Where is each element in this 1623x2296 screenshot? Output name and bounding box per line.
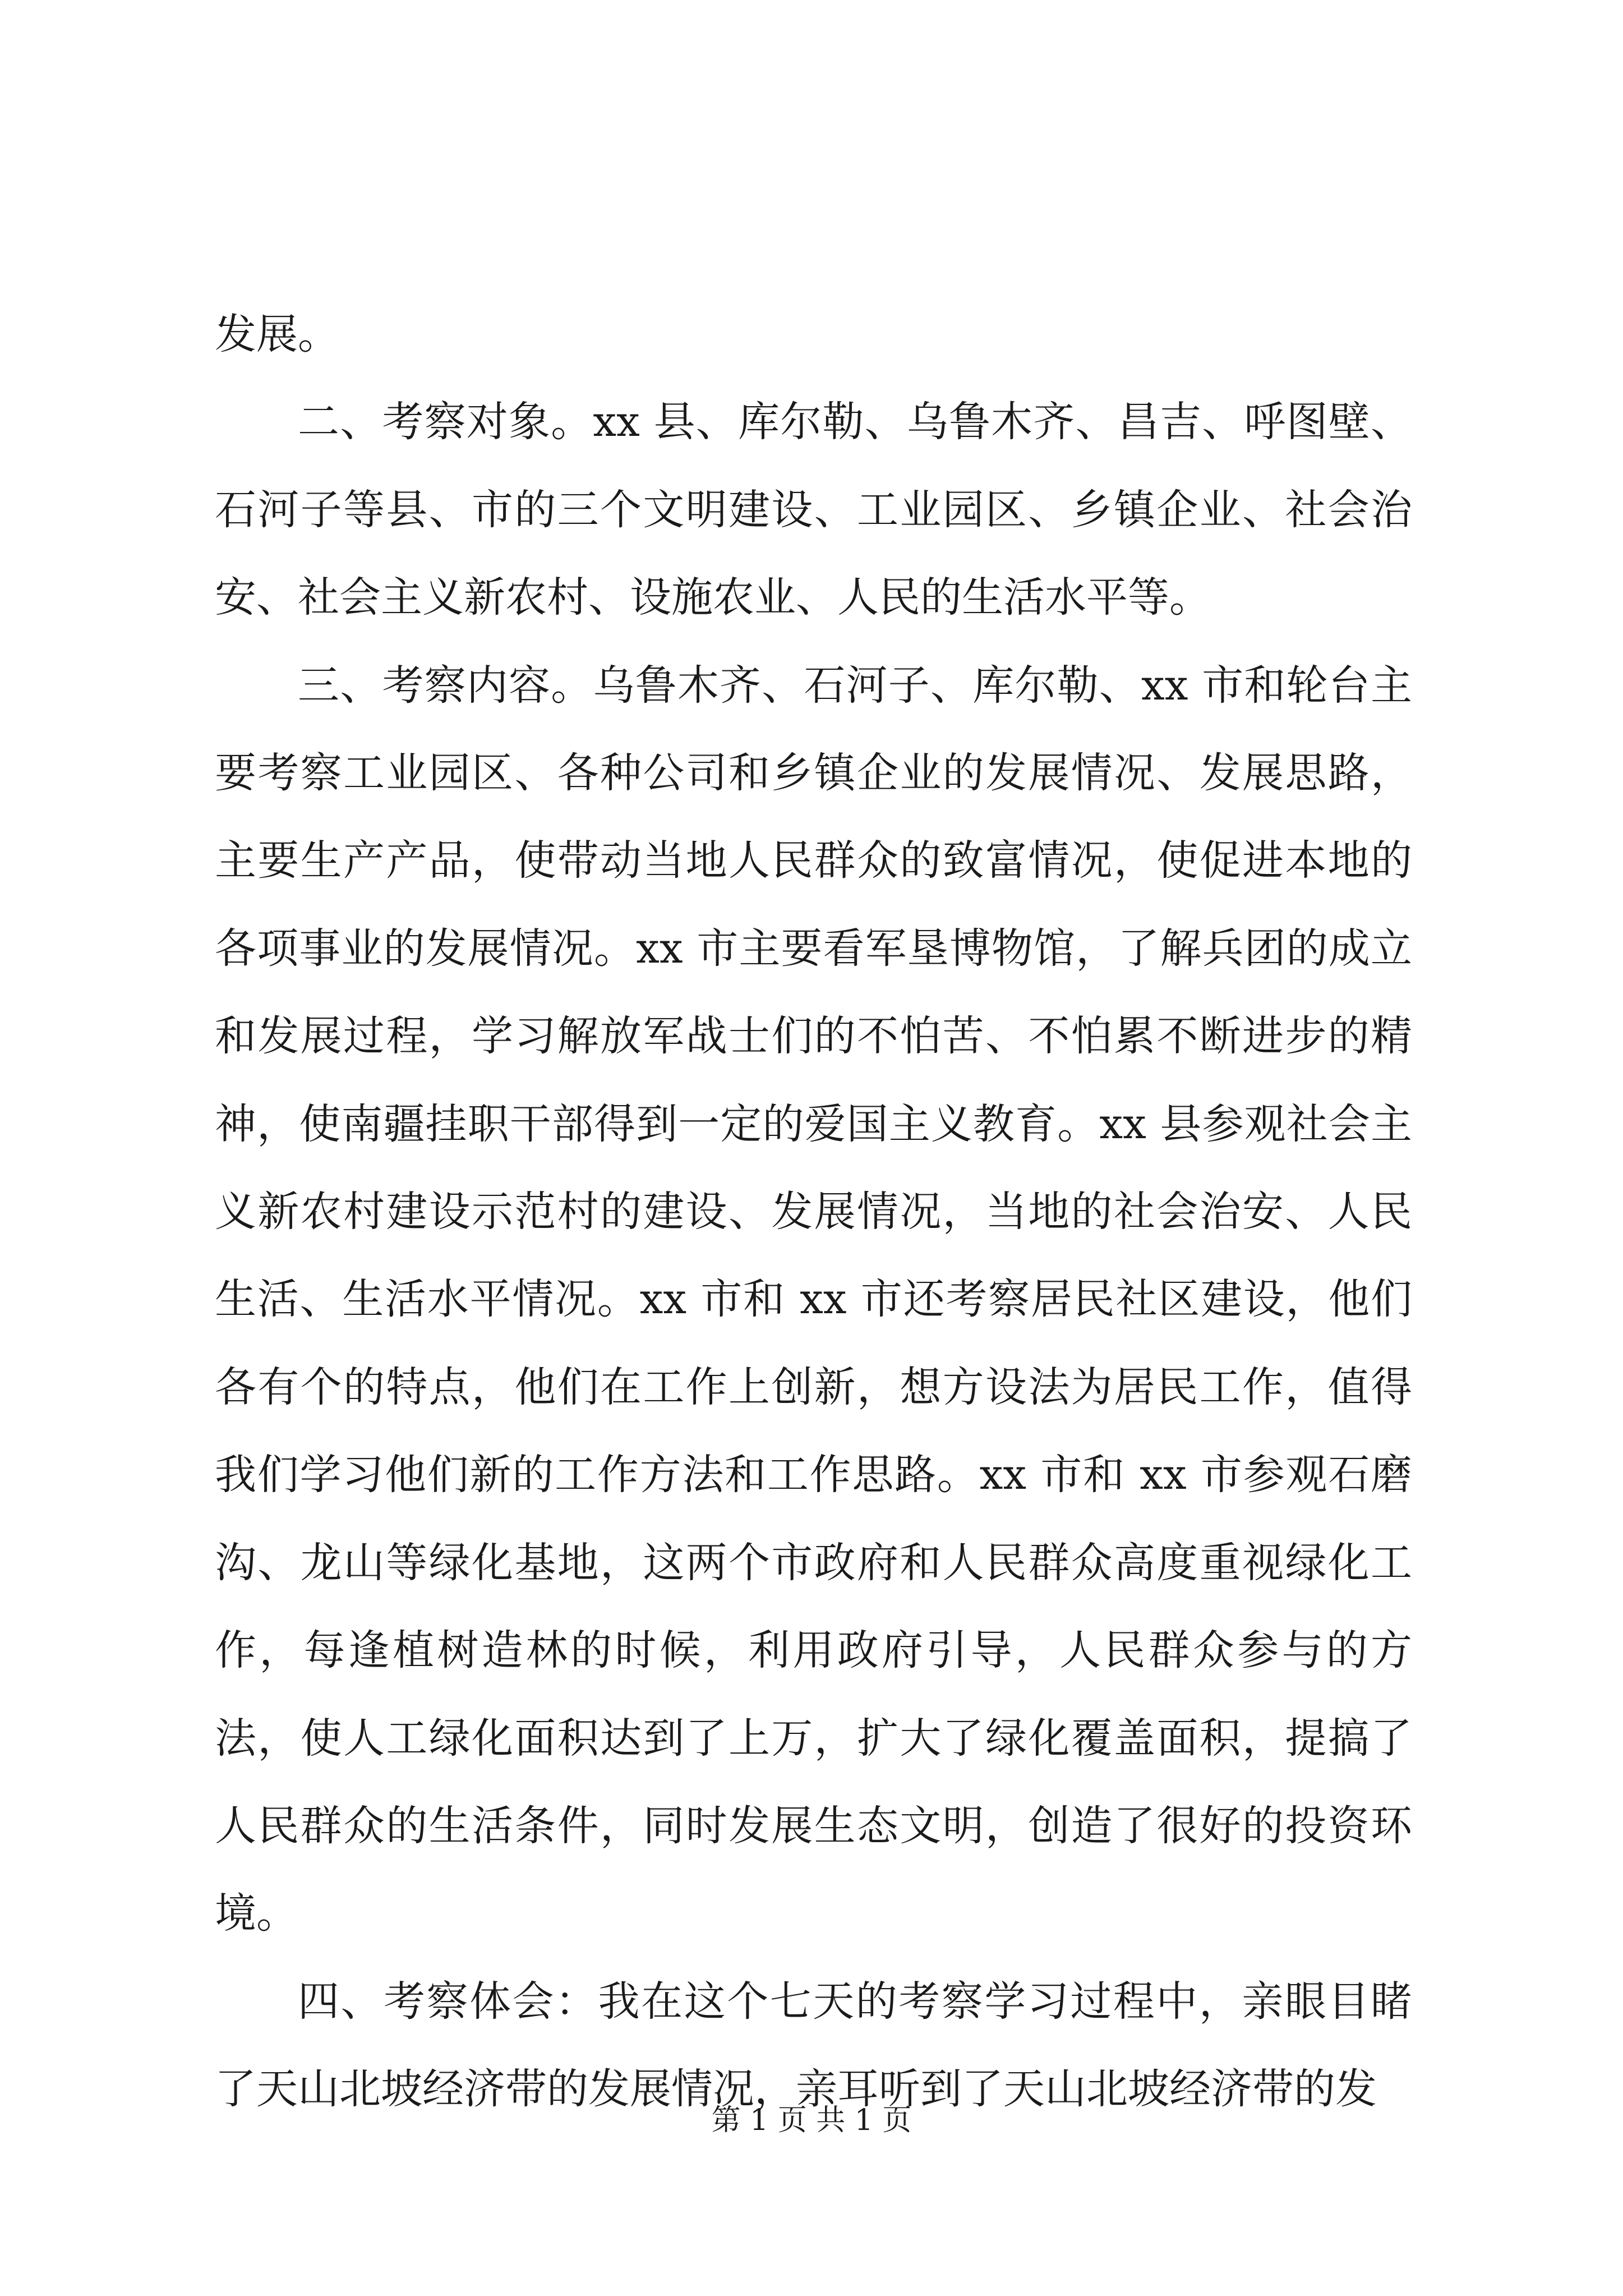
- document-body: [215, 291, 1412, 2133]
- page-footer: 第 1 页 共 1 页: [711, 2104, 912, 2137]
- paragraph-2: 二、考察对象。xx 县、库尔勒、乌鲁木齐、昌吉、呼图壁、石河子等县、市的三个文明建设、工业园区、乡镇企业、社会治安、社会主义新农村、设施农业、人民的生活水平等。: [215, 398, 1412, 622]
- paragraph-1: 发展。: [215, 310, 339, 358]
- paragraph-4: 四、考察体会：我在这个七天的考察学习过程中，亲眼目睹了天山北坡经济带的发展情况，亲耳听到了天山北坡经济带的发: [215, 1977, 1412, 2114]
- paragraph-3: 三、考察内容。乌鲁木齐、石河子、库尔勒、xx 市和轮台主要考察工业园区、各种公司和乡镇企业的发展情况、发展思路，主要生产产品，使带动当地人民群众的致富情况，使促进本地的各项事业的发展情况。xx 市主要看军垦博物馆，了解兵团的成立和发展过程，学习解放军战士们的不怕苦、不怕累不断进步的精神，使南疆挂职干部得到一定的爱国主义教育。xx 县参观社会主义新农村建设示范村的建设、发展情况，当地的社会治安、人民生活、生活水平情况。xx 市和 xx 市还考察居民社区建设，他们各有个的特点，他们在工作上创新，想方设法为居民工作，值得我们学习他们新的工作方法和工作思路。xx 市和 xx 市参观石磨沟、龙山等绿化基地，这两个市政府和人民群众高度重视绿化工作，每逢植树造林的时候，利用政府引导，人民群众参与的方法，使人工绿化面积达到了上万，扩大了绿化覆盖面积，提搞了人民群众的生活条件，同时发展生态文明，创造了很好的投资环境。: [215, 661, 1412, 1938]
